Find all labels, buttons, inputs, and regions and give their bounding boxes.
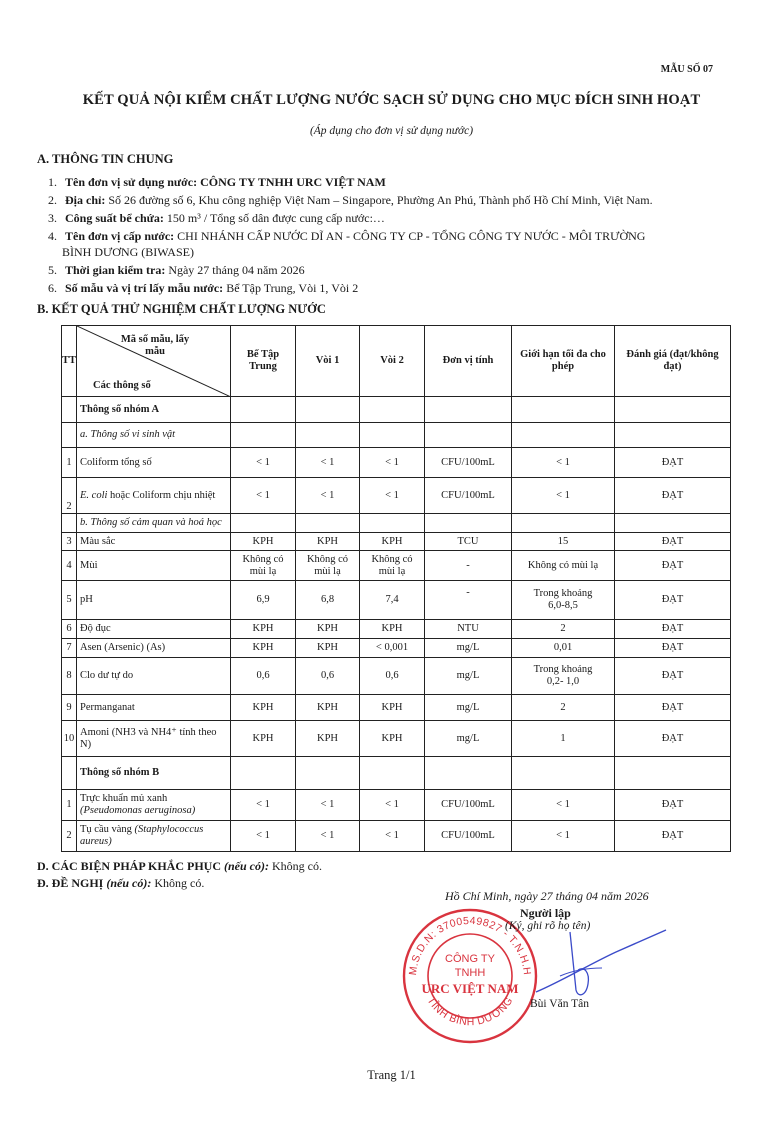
page-number: Trang 1/1	[367, 1068, 416, 1082]
table-row: 2 Tụ cầu vàng (Staphylococcus aureus) < 1 < 1 < 1 CFU/100mL < 1 ĐẠT	[62, 821, 731, 852]
info-item-6: 6. Số mẫu và vị trí lấy mẫu nước: Bể Tập Trung, Vòi 1, Vòi 2	[48, 281, 359, 295]
header-sample: Mã số mẫu, lấy mẫu	[120, 334, 190, 357]
table-row: 9 Permanganat KPH KPH KPH mg/L 2 ĐẠT	[62, 695, 731, 721]
info-item-3: 3. Công suất bể chứa: 150 m³ / Tổng số dân được cung cấp nước:…	[48, 211, 385, 225]
param-ecoli: E. coli hoặc Coliform chịu nhiệt	[77, 478, 231, 514]
info-item-1: 1. Tên đơn vị sử dụng nước: CÔNG TY TNHH URC VIỆT NAM	[48, 175, 386, 189]
sign-note: (Ký, ghi rõ họ tên)	[505, 920, 591, 932]
subgroup-chem-label: b. Thông số cảm quan và hoá học	[77, 514, 231, 533]
subgroup-row	[62, 514, 731, 533]
header-param: Các thông số	[93, 380, 151, 391]
stamp-ring-top: M.S.D.N: 3700549827 - T.N.H.H	[406, 914, 534, 976]
stamp-line3: URC VIỆT NAM	[421, 981, 519, 996]
group-a-label: Thông số nhóm A	[77, 397, 231, 423]
table-row: 1 Coliform tổng số < 1 < 1 < 1 CFU/100mL < 1 ĐẠT	[62, 448, 731, 478]
section-b-heading: B. KẾT QUẢ THỬ NGHIỆM CHẤT LƯỢNG NƯỚC	[37, 302, 326, 316]
sign-date: Hồ Chí Minh, ngày 27 tháng 04 năm 2026	[445, 889, 649, 903]
header-diagonal	[77, 326, 231, 397]
group-row	[62, 757, 731, 790]
results-table	[61, 325, 731, 852]
table-row: 7 Asen (Arsenic) (As) KPH KPH < 0,001 mg/L 0,01 ĐẠT	[62, 639, 731, 658]
param-pseudomonas: Trực khuẩn mủ xanh (Pseudomonas aeruginosa)	[77, 790, 231, 821]
table-row: 2 E. coli hoặc Coliform chịu nhiệt < 1 < 1 < 1 CFU/100mL < 1 ĐẠT	[62, 478, 731, 514]
signature	[530, 912, 670, 1007]
param-staphylococcus: Tụ cầu vàng (Staphylococcus aureus)	[77, 821, 231, 852]
table-row: 3 Màu sắc KPH KPH KPH TCU 15 ĐẠT	[62, 533, 731, 551]
group-row	[62, 397, 731, 423]
stamp-line2: TNHH	[454, 967, 486, 979]
form-number: MẪU SỐ 07	[660, 64, 713, 75]
document-subtitle: (Áp dụng cho đơn vị sử dụng nước)	[309, 125, 474, 137]
header-tank: Bể Tập Trung	[231, 326, 296, 397]
document-title: KẾT QUẢ NỘI KIỂM CHẤT LƯỢNG NƯỚC SẠCH SỬ DỤNG CHO MỤC ĐÍCH SINH HOẠT	[82, 92, 701, 108]
header-tt: TT	[62, 326, 77, 397]
table-row: 6 Độ đục KPH KPH KPH NTU 2 ĐẠT	[62, 620, 731, 639]
stamp-ring-bottom: TỈNH BÌNH DƯƠNG	[424, 994, 516, 1029]
table-header-row	[62, 326, 731, 397]
proposal-line: Đ. ĐỀ NGHỊ (nếu có): Không có.	[37, 876, 205, 890]
info-item-2: 2. Địa chỉ: Số 26 đường số 6, Khu công nghiệp Việt Nam – Singapore, Phường An Phú, Thành phố Hồ Chí Minh, Việt Nam.	[48, 193, 653, 207]
svg-text:TỈNH BÌNH DƯƠNG	[424, 995, 515, 1028]
signer-name: Bùi Văn Tân	[530, 998, 589, 1010]
info-item-4: 4. Tên đơn vị cấp nước: CHI NHÁNH CẤP NƯỚC DĨ AN - CÔNG TY CP - TỔNG CÔNG TY NƯỚC - MÔI TRƯỜNG BÌNH DƯƠNG (BIWASE)	[48, 229, 646, 259]
signer-title: Người lập	[520, 906, 571, 920]
stamp-line1: CÔNG TY	[445, 953, 495, 965]
table-row: 5 pH 6,9 6,8 7,4 - Trong khoảng 6,0-8,5 ĐẠT	[62, 581, 731, 620]
table-row: 1 Trực khuẩn mủ xanh (Pseudomonas aeruginosa) < 1 < 1 < 1 CFU/100mL < 1 ĐẠT	[62, 790, 731, 821]
group-b-label: Thông số nhóm B	[77, 757, 231, 790]
header-unit: Đơn vị tính	[425, 326, 512, 397]
table-row: 8 Clo dư tự do 0,6 0,6 0,6 mg/L Trong khoảng 0,2- 1,0 ĐẠT	[62, 658, 731, 695]
section-a-heading: A. THÔNG TIN CHUNG	[37, 152, 174, 166]
table-row: 10 Amoni (NH3 và NH4⁺ tính theo N) KPH KPH KPH mg/L 1 ĐẠT	[62, 721, 731, 757]
subgroup-micro-label: a. Thông số vi sinh vật	[77, 423, 231, 448]
header-eval: Đánh giá (đạt/không đạt)	[615, 326, 731, 397]
table-row: 4 Mùi Không có mùi lạ Không có mùi lạ Không có mùi lạ - Không có mùi lạ ĐẠT	[62, 551, 731, 581]
info-item-5: 5. Thời gian kiểm tra: Ngày 27 tháng 04 năm 2026	[48, 263, 305, 277]
remedy-line: D. CÁC BIỆN PHÁP KHẮC PHỤC (nếu có): Không có.	[37, 859, 323, 873]
header-tap1: Vòi 1	[296, 326, 360, 397]
header-tap2: Vòi 2	[360, 326, 425, 397]
subgroup-row	[62, 423, 731, 448]
header-limit: Giới hạn tối đa cho phép	[512, 326, 615, 397]
